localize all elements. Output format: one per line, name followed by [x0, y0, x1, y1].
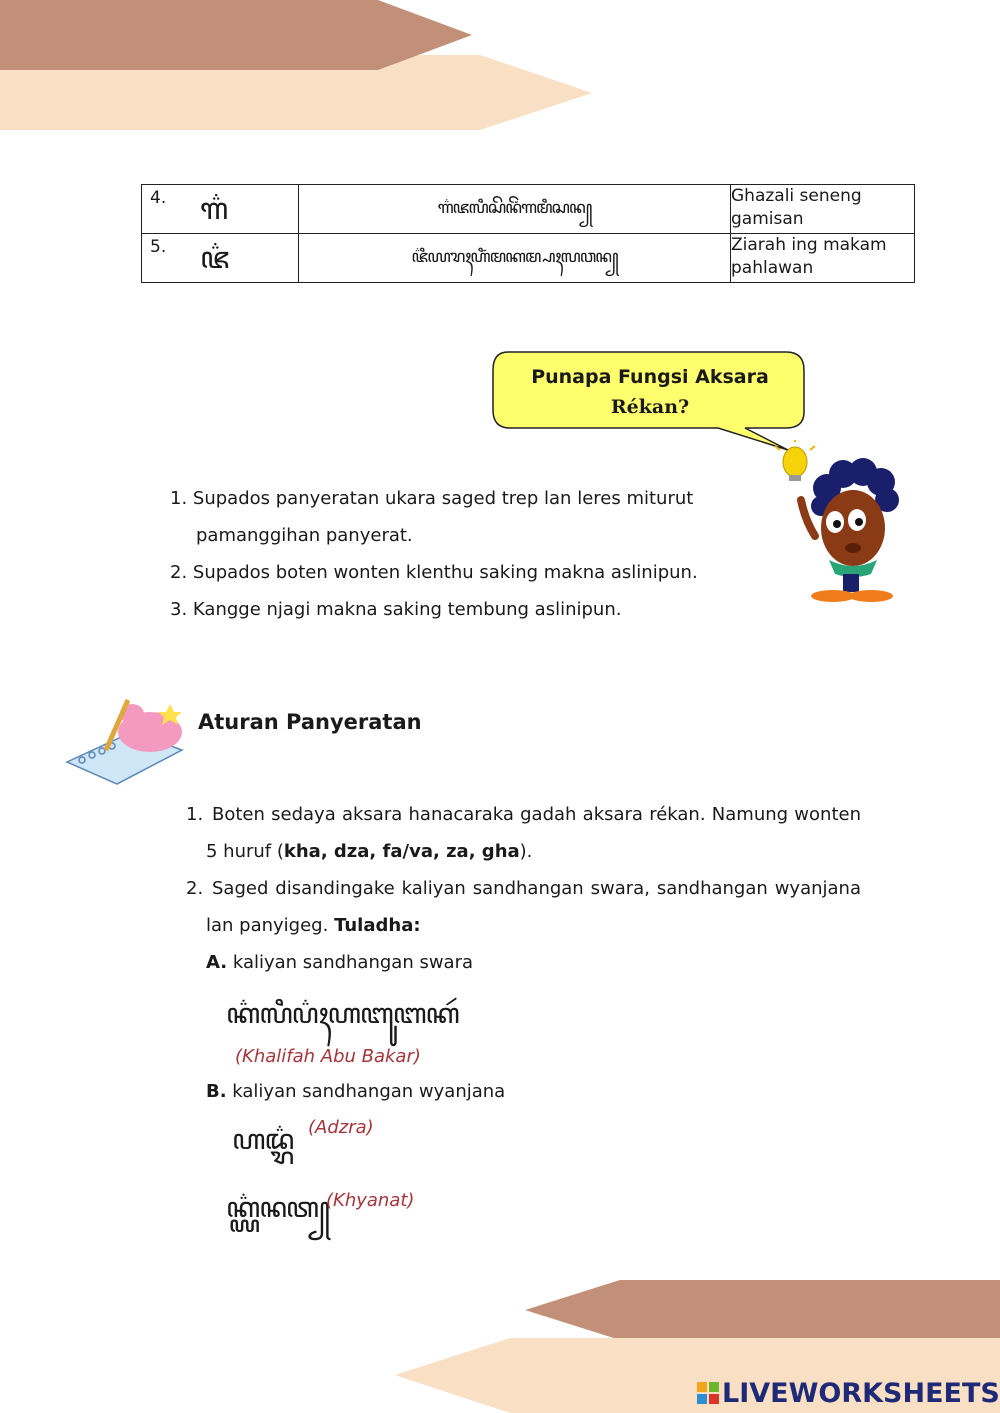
example-text: kaliyan sandhangan wyanjana — [226, 1081, 506, 1102]
bottom-banner-dark — [525, 1280, 1000, 1340]
example-b1-javanese: ꦲꦢ꦳꧀ꦫ — [232, 1123, 294, 1156]
list-item — [170, 554, 698, 591]
example-b2-javanese: ꦏ꦳꧀ꦪꦤꦠ꧀ — [226, 1191, 329, 1224]
rule-number: 1. — [186, 804, 204, 825]
aksara-letter: ꦒ꦳ — [200, 192, 229, 227]
rule-item — [186, 870, 861, 907]
example-a-latin: (Khalifah Abu Bakar) — [235, 1046, 421, 1067]
rule-text: ). — [519, 841, 533, 862]
fungsi-list — [170, 480, 698, 628]
javanese-sentence: ꦒ꦳ꦗꦭꦶꦱꦼꦤꦼꦁꦒꦩꦶꦱꦤ꧀ — [299, 185, 731, 234]
table-cell-aksara — [142, 185, 299, 234]
latin-sentence: Ziarah ing makam pahlawan — [731, 234, 915, 283]
table-row — [142, 185, 915, 234]
latin-sentence: Ghazali seneng gamisan — [731, 185, 915, 234]
javanese-sentence: ꦗ꦳ꦶꦪꦫꦃꦲꦶꦁꦩꦏꦩ꧀ꦥꦃꦭꦮꦤ꧀ — [299, 234, 731, 283]
example-a-javanese: ꦏ꦳ꦭꦶꦥ꦳ꦃꦲꦧꦸꦧꦏꦂ — [226, 997, 459, 1030]
bubble-question — [500, 362, 800, 422]
top-banner-dark — [0, 0, 472, 70]
list-text: Supados boten wonten klenthu saking makna aslinipun. — [192, 562, 698, 583]
row-number: 4. — [150, 188, 167, 208]
rule-text: lan panyigeg. — [206, 915, 335, 936]
rule-bold-text: kha, dza, fa/va, za, gha — [283, 841, 520, 862]
list-text: Supados panyeratan ukara saged trep lan leres miturut — [192, 488, 694, 509]
example-b2-latin: (Khyanat) — [326, 1190, 415, 1211]
rule-continuation — [186, 907, 861, 944]
table-row — [142, 234, 915, 283]
section-title: Aturan Panyeratan — [198, 710, 422, 734]
liveworksheets-logo — [697, 1378, 1000, 1409]
row-number: 5. — [150, 237, 167, 257]
rule-text: Boten sedaya aksara hanacaraka gadah aksara rékan. Namung wonten — [212, 804, 861, 825]
cartoon-boy-illustration — [775, 440, 905, 610]
aturan-rules — [186, 796, 861, 981]
list-item — [170, 480, 698, 517]
writing-hand-illustration — [62, 692, 187, 790]
example-b1-latin: (Adzra) — [308, 1117, 374, 1138]
example-a-heading — [186, 944, 861, 981]
rule-continuation — [186, 833, 861, 870]
brand-name: LIVEWORKSHEETS — [722, 1378, 1000, 1409]
list-number: 3. — [170, 599, 188, 620]
example-text: kaliyan sandhangan swara — [227, 952, 474, 973]
example-label: B. — [206, 1081, 227, 1102]
example-b-heading — [206, 1078, 505, 1106]
live-logo-icon — [697, 1382, 719, 1404]
list-number: 1. — [170, 488, 188, 509]
table-cell-aksara — [142, 234, 299, 283]
rule-text: 5 huruf ( — [206, 841, 284, 862]
example-label: A. — [206, 952, 228, 973]
bubble-line-1: Punapa Fungsi Aksara — [531, 366, 769, 388]
rule-bold-text: Tuladha: — [334, 915, 421, 936]
rule-item — [186, 796, 861, 833]
list-number: 2. — [170, 562, 188, 583]
rule-number: 2. — [186, 878, 204, 899]
lightbulb-icon — [775, 440, 815, 481]
list-text: Kangge njagi makna saking tembung aslinipun. — [192, 599, 622, 620]
bubble-line-2: Rékan? — [610, 396, 690, 418]
top-banner-decoration — [0, 0, 600, 135]
aksara-rekan-table — [141, 184, 915, 283]
aksara-letter: ꦗ꦳ — [200, 241, 230, 276]
rule-text: Saged disandingake kaliyan sandhangan swara, sandhangan wyanjana — [212, 878, 861, 899]
list-item-continuation: pamanggihan panyerat. — [196, 525, 413, 546]
list-item — [170, 591, 698, 628]
